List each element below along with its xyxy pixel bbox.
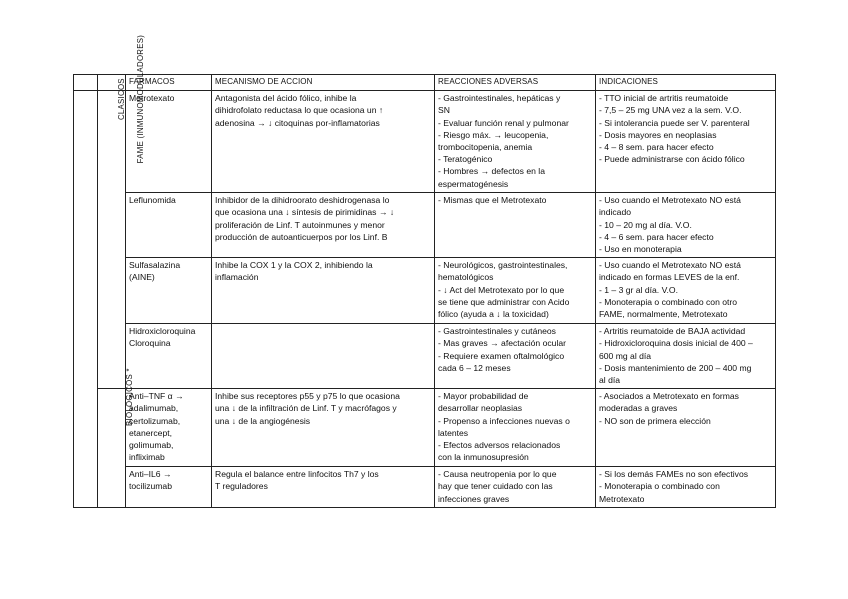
cell-text-line: - Monoterapia o combinado con otro (599, 296, 738, 307)
cell-text-line: dihidrofolato reductasa lo que ocasiona un ↑ (215, 105, 384, 116)
cell-text-line: T reguladores (215, 481, 268, 492)
group-label: FAME (INMUNOMODULADORES) (136, 35, 146, 164)
cell-text-line: - TTO inicial de artritis reumatoide (599, 93, 729, 104)
cell-text-line: - Uso cuando el Metrotexato NO está (599, 195, 741, 206)
cell-text-line: - Requiere examen oftalmológico (438, 350, 565, 361)
cell-text-line: golimumab, (129, 440, 174, 451)
cell-text-line: - Hidroxicloroquina dosis inicial de 400 – (599, 338, 753, 349)
cell-text-line: adenosina → ↓ citoquinas por-inflamatorias (215, 117, 380, 128)
cell-text-line: - 1 – 3 gr al día. V.O. (599, 284, 678, 295)
cell-text-line: una ↓ de la angiogénesis (215, 415, 311, 426)
mecanismo-cell (212, 258, 435, 324)
cell-text-line: hay que tener cuidado con las (438, 481, 553, 492)
cell-text-line: - 4 – 8 sem. para hacer efecto (599, 142, 714, 153)
header-row (74, 75, 776, 91)
indicaciones-cell (596, 324, 776, 389)
cell-text-line: - 10 – 20 mg al día. V.O. (599, 219, 692, 230)
cell-text-line: cada 6 – 12 meses (438, 362, 511, 373)
header-reacciones: REACCIONES ADVERSAS (435, 75, 596, 91)
cell-text-line: - Puede administrarse con ácido fólico (599, 154, 745, 165)
indicaciones-cell (596, 258, 776, 324)
subgroup-clasicos: CLASICOS (116, 78, 126, 121)
cell-text-line: producción de autoanticuerpos por los Linf. B (215, 231, 388, 242)
cell-text-line: Regula el balance entre linfocitos Th7 y los (215, 469, 379, 480)
cell-text-line: Cloroquina (129, 338, 171, 349)
cell-text-line: - Gastrointestinales, hepáticas y (438, 93, 561, 104)
cell-text-line: - Evaluar función renal y pulmonar (438, 117, 569, 128)
cell-text-line: - Neurológicos, gastrointestinales, (438, 260, 568, 271)
cell-text-line: latentes (438, 427, 469, 438)
cell-text-line: - Hombres → defectos en la (438, 166, 545, 177)
mecanismo-cell (212, 324, 435, 389)
cell-text-line: que ocasiona una ↓ síntesis de pirimidinas → ↓ (215, 207, 395, 218)
indicaciones-cell (596, 389, 776, 467)
cell-text-line: espermatogénesis (438, 178, 509, 189)
cell-text-line: proliferación de Linf. T autoinmunes y menor (215, 219, 385, 230)
table-row (74, 389, 776, 467)
cell-text-line: Inhibe la COX 1 y la COX 2, inhibiendo la (215, 260, 373, 271)
cell-text-line: Inhibe sus receptores p55 y p75 lo que ocasiona (215, 391, 400, 402)
table-row (74, 258, 776, 324)
indicaciones-cell (596, 193, 776, 258)
cell-text-line: - Uso en monoterapia (599, 244, 682, 255)
cell-text-line: - Asociados a Metrotexato en formas (599, 391, 739, 402)
cell-text-line: Metrotexato (129, 93, 175, 104)
cell-text-line: - Teratogénico (438, 154, 493, 165)
farmaco-cell (126, 389, 212, 467)
reacciones-cell (435, 193, 596, 258)
cell-text-line: (AINE) (129, 272, 155, 283)
cell-text-line: Antagonista del ácido fólico, inhibe la (215, 93, 357, 104)
mecanismo-cell (212, 91, 435, 193)
indicaciones-cell (596, 91, 776, 193)
table-row (74, 91, 776, 193)
cell-text-line: Hidroxicloroquina (129, 326, 196, 337)
cell-text-line: fólico (ayuda a ↓ la toxicidad) (438, 309, 549, 320)
cell-text-line: se tiene que administrar con Acido (438, 296, 570, 307)
header-indicaciones: INDICACIONES (596, 75, 776, 91)
reacciones-cell (435, 258, 596, 324)
cell-text-line: - Efectos adversos relacionados (438, 440, 561, 451)
cell-text-line: Anti–TNF α → (129, 391, 184, 402)
cell-text-line: inflamación (215, 272, 259, 283)
cell-text-line: al día (599, 375, 621, 386)
cell-text-line: Leflunomida (129, 195, 176, 206)
farmaco-cell (126, 258, 212, 324)
cell-text-line: - Dosis mantenimiento de 200 – 400 mg (599, 362, 752, 373)
cell-text-line: - Mismas que el Metrotexato (438, 195, 547, 206)
subgroup-biologicos: BIOLOGICOS * (124, 368, 134, 427)
cell-text-line: - Propenso a infecciones nuevas o (438, 415, 570, 426)
cell-text-line: moderadas a graves (599, 403, 678, 414)
mecanismo-cell (212, 467, 435, 508)
reacciones-cell (435, 467, 596, 508)
cell-text-line: Metrotexato (599, 493, 645, 504)
reacciones-cell (435, 389, 596, 467)
table-row (74, 193, 776, 258)
cell-text-line: 600 mg al día (599, 350, 652, 361)
cell-text-line: indicado en formas LEVES de la enf. (599, 272, 740, 283)
fame-table (73, 35, 776, 508)
reacciones-cell (435, 324, 596, 389)
cell-text-line: - Si los demás FAMEs no son efectivos (599, 469, 749, 480)
subgroup-biologicos-cell (98, 368, 134, 508)
cell-text-line: FAME, normalmente, Metrotexato (599, 309, 728, 320)
mecanismo-cell (212, 389, 435, 467)
header-empty-cell (74, 75, 98, 91)
cell-text-line: - Monoterapia o combinado con (599, 481, 720, 492)
cell-text-line: - ↓ Act del Metrotexato por lo que (438, 284, 565, 295)
reacciones-cell (435, 91, 596, 193)
cell-text-line: - Mas graves → afectación ocular (438, 338, 567, 349)
cell-text-line: - NO son de primera elección (599, 415, 711, 426)
header-mecanismo: MECANISMO DE ACCION (212, 75, 435, 91)
cell-text-line: infecciones graves (438, 493, 510, 504)
cell-text-line: - Uso cuando el Metrotexato NO está (599, 260, 741, 271)
cell-text-line: SN (438, 105, 450, 116)
table-row (74, 467, 776, 508)
cell-text-line: etanercept, (129, 427, 172, 438)
cell-text-line: trombocitopenia, anemia (438, 142, 533, 153)
header-farmacos: FARMACOS (126, 75, 212, 91)
cell-text-line: - Si intolerancia puede ser V. parenteral (599, 117, 750, 128)
cell-text-line: - Riesgo máx. → leucopenia, (438, 129, 549, 140)
cell-text-line: Sulfasalazina (129, 260, 181, 271)
cell-text-line: - Dosis mayores en neoplasias (599, 129, 717, 140)
cell-text-line: infliximab (129, 452, 165, 463)
farmaco-cell (126, 467, 212, 508)
cell-text-line: con la inmunosupresión (438, 452, 529, 463)
cell-text-line: certolizumab, (129, 415, 181, 426)
cell-text-line: - 7,5 – 25 mg UNA vez a la sem. V.O. (599, 105, 742, 116)
cell-text-line: - 4 – 6 sem. para hacer efecto (599, 231, 714, 242)
farmaco-cell (126, 324, 212, 389)
cell-text-line: - Gastrointestinales y cutáneos (438, 326, 556, 337)
cell-text-line: hematológicos (438, 272, 494, 283)
cell-text-line: desarrollar neoplasias (438, 403, 523, 414)
cell-text-line: indicado (599, 207, 632, 218)
cell-text-line: Inhibidor de la dihidroorato deshidrogenasa lo (215, 195, 390, 206)
cell-text-line: Anti–IL6 → (129, 469, 172, 480)
cell-text-line: adalimumab, (129, 403, 179, 414)
cell-text-line: - Artritis reumatoide de BAJA actividad (599, 326, 746, 337)
cell-text-line: - Causa neutropenia por lo que (438, 469, 557, 480)
cell-text-line: una ↓ de la infiltración de Linf. T y macrófagos y (215, 403, 397, 414)
farmaco-cell (126, 193, 212, 258)
table-row (74, 324, 776, 389)
cell-text-line: - Mayor probabilidad de (438, 391, 529, 402)
mecanismo-cell (212, 193, 435, 258)
indicaciones-cell (596, 467, 776, 508)
subgroup-clasicos-cell (98, 78, 126, 389)
cell-text-line: tocilizumab (129, 481, 172, 492)
